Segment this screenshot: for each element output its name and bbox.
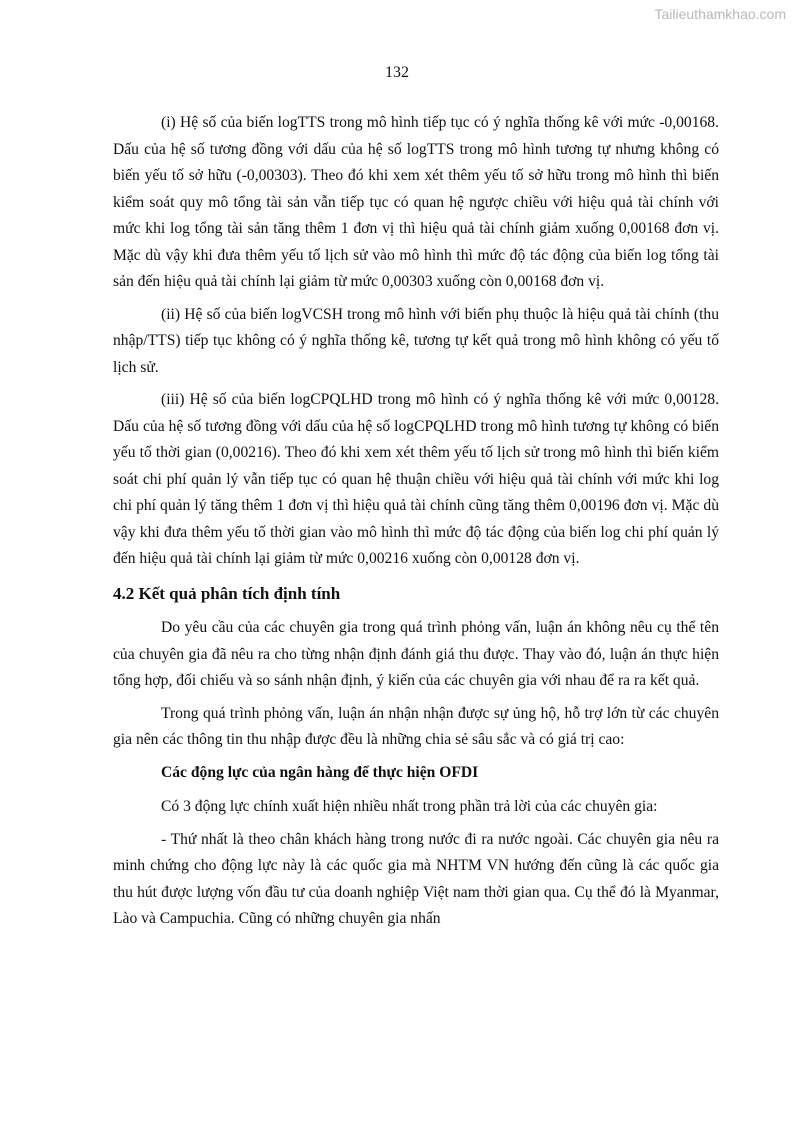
paragraph-logtts: (i) Hệ số của biến logTTS trong mô hình tiếp tục có ý nghĩa thống kê với mức -0,00168. Dấu của hệ số tương đồng với dấu của hệ số logTTS trong mô hình tương tự nhưng không có biến yếu tố sở hữu (-0,00303). Theo đó khi xem xét thêm yếu tố sở hữu trong mô hình thì biến kiểm soát quy mô tổng tài sản vẫn tiếp tục có quan hệ ngược chiều với hiệu quả tài chính với mức khi log tổng tài sản tăng thêm 1 đơn vị thì hiệu quả tài chính giảm xuống 0,00168 đơn vị. Mặc dù vậy khi đưa thêm yếu tố lịch sử vào mô hình thì mức độ tác động của biến log tổng tài sản đến hiệu quả tài chính lại giảm từ mức 0,00303 xuống còn 0,00168 đơn vị. — [113, 114, 719, 290]
document-body — [113, 110, 719, 939]
subsection-heading: Các động lực của ngân hàng để thực hiện OFDI — [161, 763, 479, 781]
paragraph-logvcsh: (ii) Hệ số của biến logVCSH trong mô hình với biến phụ thuộc là hiệu quả tài chính (thu nhập/TTS) tiếp tục không có ý nghĩa thống kê, tương tự kết quả trong mô hình không có yếu tố lịch sử. — [113, 305, 719, 376]
watermark: Tailieuthamkhao.com — [654, 6, 786, 22]
paragraph-logcpqlhd: (iii) Hệ số của biến logCPQLHD trong mô hình có ý nghĩa thống kê với mức 0,00128. Dấu của hệ số tương đồng với dấu của hệ số logCPQLHD trong mô hình tương tự không có biến yếu tố thời gian (0,00216). Theo đó khi xem xét thêm yếu tố lịch sử trong mô hình thì biến kiểm soát chi phí quản lý vẫn tiếp tục có quan hệ thuận chiều với hiệu quả tài chính với mức khi log chi phí quản lý tăng thêm 1 đơn vị thì hiệu quả tài chính cũng tăng thêm 0,00196 đơn vị. Mặc dù vậy khi đưa thêm yếu tố thời gian vào mô hình thì mức độ tác động của biến log chi phí quản lý đến hiệu quả tài chính lại giảm từ mức 0,00216 xuống còn 0,00128 đơn vị. — [113, 391, 719, 567]
paragraph-expert-request: Do yêu cầu của các chuyên gia trong quá trình phỏng vấn, luận án không nêu cụ thể tên của chuyên gia đã nêu ra cho từng nhận định đánh giá thu được. Thay vào đó, luận án thực hiện tổng hợp, đối chiếu và so sánh nhận định, ý kiến của các chuyên gia với nhau để ra ra kết quả. — [113, 619, 719, 689]
section-heading: 4.2 Kết quả phân tích định tính — [113, 583, 341, 603]
paragraph-three-motives: Có 3 động lực chính xuất hiện nhiều nhất trong phần trả lời của các chuyên gia: — [161, 798, 658, 815]
paragraph-first-motive: - Thứ nhất là theo chân khách hàng trong nước đi ra nước ngoài. Các chuyên gia nêu ra minh chứng cho động lực này là các quốc gia mà NHTM VN hướng đến cũng là các quốc gia thu hút được lượng vốn đầu tư của doanh nghiệp Việt nam thời gian qua. Cụ thể đó là Myanmar, Lào và Campuchia. Cũng có những chuyên gia nhấn — [113, 830, 719, 927]
paragraph-interview-support: Trong quá trình phỏng vấn, luận án nhận nhận được sự ủng hộ, hỗ trợ lớn từ các chuyên gia nên các thông tin thu nhập được đều là những chia sẻ sâu sắc và có giá trị cao: — [113, 704, 719, 748]
page-number: 132 — [385, 64, 409, 81]
